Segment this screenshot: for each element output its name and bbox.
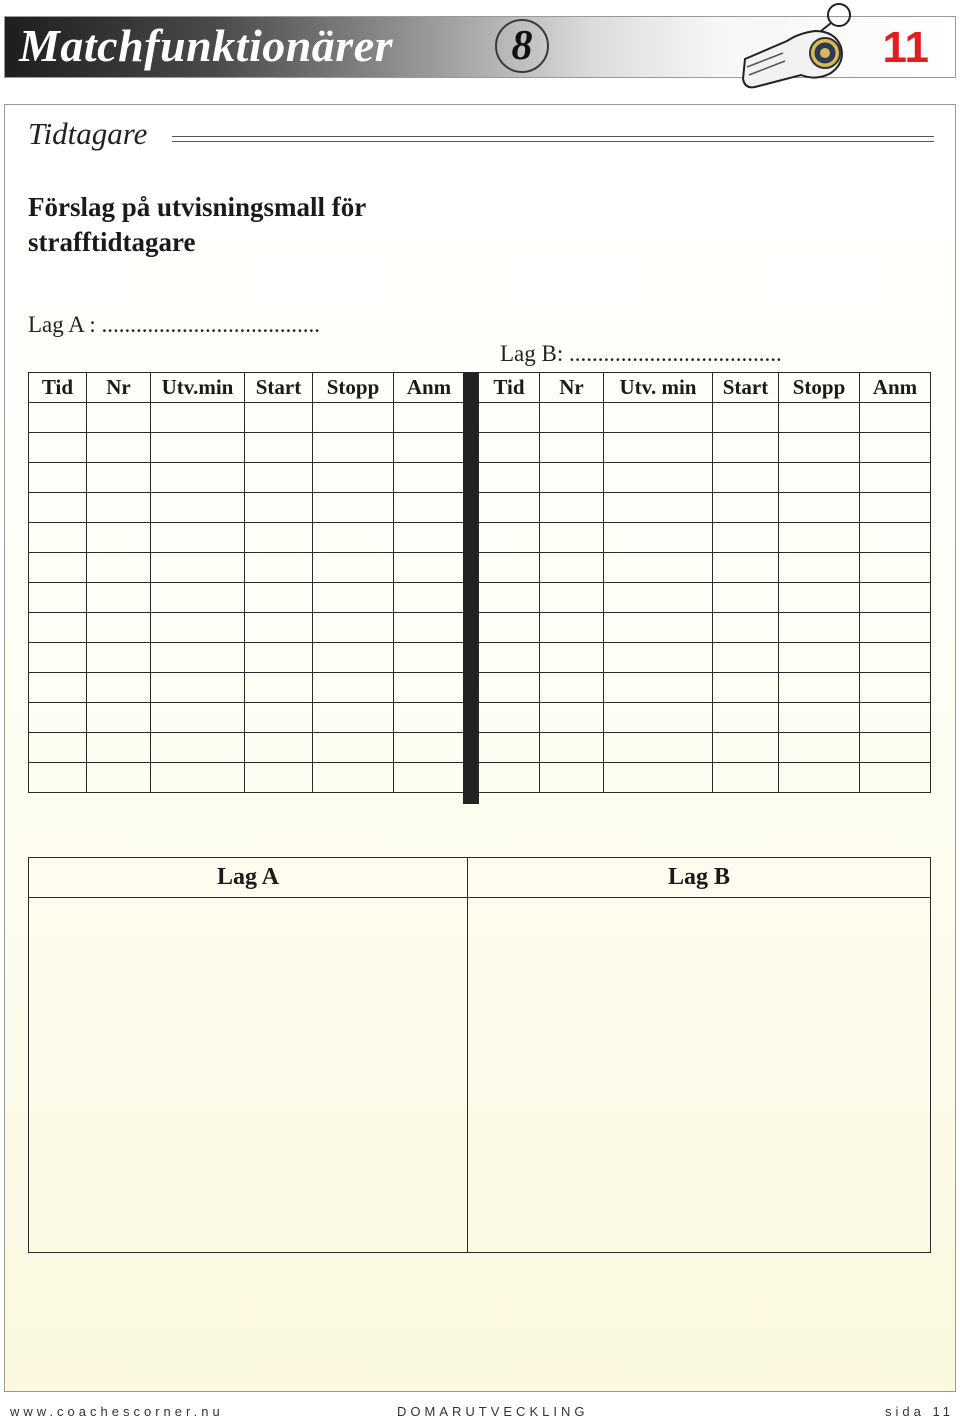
table-cell[interactable] [394,733,465,763]
table-cell[interactable] [479,733,540,763]
table-cell[interactable] [29,463,87,493]
table-row [479,763,931,793]
table-cell[interactable] [860,703,931,733]
table-cell[interactable] [87,703,151,733]
table-cell[interactable] [860,523,931,553]
table-cell[interactable] [87,523,151,553]
table-cell[interactable] [394,643,465,673]
table-cell[interactable] [604,673,713,703]
notes-table [28,857,931,1253]
table-cell[interactable] [151,763,245,793]
table-row [29,763,465,793]
table-cell[interactable] [394,493,465,523]
section-title: Tidtagare [28,116,148,151]
table-row [29,463,465,493]
table-cell[interactable] [713,523,779,553]
table-cell[interactable] [245,463,313,493]
table-cell[interactable] [779,493,860,523]
table-cell[interactable] [860,463,931,493]
table-cell[interactable] [245,403,313,433]
notes-cell-team-b[interactable] [468,898,931,1253]
table-row [29,403,465,433]
table-cell[interactable] [313,763,394,793]
table-cell[interactable] [713,703,779,733]
table-cell[interactable] [479,553,540,583]
table-cell[interactable] [540,613,604,643]
table-cell[interactable] [245,673,313,703]
notes-header-team-a: Lag A [29,858,468,898]
table-row [479,553,931,583]
table-cell[interactable] [29,403,87,433]
footer-website: www.coachescorner.nu [10,1404,224,1419]
table-row [29,523,465,553]
table-cell[interactable] [151,733,245,763]
column-header-utv-min: Utv.min [151,373,245,403]
table-cell[interactable] [604,763,713,793]
table-cell[interactable] [245,433,313,463]
table-cell[interactable] [860,733,931,763]
table-cell[interactable] [394,703,465,733]
table-row [29,583,465,613]
table-cell[interactable] [540,553,604,583]
table-cell[interactable] [313,733,394,763]
table-cell[interactable] [87,403,151,433]
table-cell[interactable] [151,703,245,733]
table-cell[interactable] [151,403,245,433]
title-rule [172,136,934,142]
table-row [29,433,465,463]
table-cell[interactable] [604,433,713,463]
table-cell[interactable] [245,553,313,583]
table-cell[interactable] [151,463,245,493]
footer-section: DOMARUTVECKLING [397,1404,589,1419]
table-cell[interactable] [394,583,465,613]
table-cell[interactable] [29,673,87,703]
table-row [479,733,931,763]
table-cell[interactable] [313,553,394,583]
table-cell[interactable] [394,613,465,643]
table-cell[interactable] [540,433,604,463]
table-row [29,553,465,583]
table-cell[interactable] [313,433,394,463]
table-cell[interactable] [779,703,860,733]
column-header-anm: Anm [860,373,931,403]
table-cell[interactable] [713,643,779,673]
table-cell[interactable] [604,403,713,433]
table-cell[interactable] [779,463,860,493]
table-cell[interactable] [479,523,540,553]
table-cell[interactable] [713,673,779,703]
column-header-start: Start [713,373,779,403]
table-cell[interactable] [245,493,313,523]
column-header-stopp: Stopp [779,373,860,403]
table-cell[interactable] [860,493,931,523]
table-cell[interactable] [540,493,604,523]
table-cell[interactable] [860,553,931,583]
table-row [29,613,465,643]
table-cell[interactable] [29,703,87,733]
table-row [479,403,931,433]
table-cell[interactable] [604,643,713,673]
notes-row [29,898,931,1253]
table-cell[interactable] [87,493,151,523]
table-cell[interactable] [604,523,713,553]
table-row [479,583,931,613]
table-cell[interactable] [479,403,540,433]
table-cell[interactable] [779,583,860,613]
table-cell[interactable] [245,763,313,793]
table-cell[interactable] [151,613,245,643]
table-cell[interactable] [479,703,540,733]
table-cell[interactable] [87,463,151,493]
table-cell[interactable] [87,763,151,793]
table-cell[interactable] [860,433,931,463]
table-cell[interactable] [860,763,931,793]
team-b-name-field[interactable]: Lag B: ..................................... [500,341,782,366]
column-header-tid: Tid [29,373,87,403]
table-cell[interactable] [29,763,87,793]
table-cell[interactable] [151,433,245,463]
table-cell[interactable] [713,493,779,523]
table-row [479,673,931,703]
table-cell[interactable] [779,733,860,763]
table-row [29,703,465,733]
table-cell[interactable] [151,493,245,523]
team-a-penalty-grid [28,372,465,793]
table-cell[interactable] [313,493,394,523]
notes-cell-team-a[interactable] [29,898,468,1253]
table-cell[interactable] [313,643,394,673]
table-cell[interactable] [604,493,713,523]
column-header-nr: Nr [540,373,604,403]
table-cell[interactable] [604,553,713,583]
table-cell[interactable] [860,673,931,703]
table-cell[interactable] [713,463,779,493]
whistle-icon [737,1,855,93]
table-cell[interactable] [394,403,465,433]
table-cell[interactable] [779,553,860,583]
table-cell[interactable] [479,583,540,613]
table-row [479,613,931,643]
table-cell[interactable] [540,733,604,763]
table-cell[interactable] [245,523,313,553]
table-cell[interactable] [29,643,87,673]
table-cell[interactable] [151,523,245,553]
table-cell[interactable] [313,613,394,643]
table-cell[interactable] [860,643,931,673]
table-cell[interactable] [313,463,394,493]
table-cell[interactable] [151,643,245,673]
table-cell[interactable] [29,493,87,523]
table-cell[interactable] [779,433,860,463]
column-header-tid: Tid [479,373,540,403]
column-header-anm: Anm [394,373,465,403]
notes-header-row [29,858,931,898]
header-banner [4,16,956,78]
table-cell[interactable] [860,403,931,433]
table-cell[interactable] [860,583,931,613]
table-cell[interactable] [479,643,540,673]
table-cell[interactable] [87,433,151,463]
table-cell[interactable] [29,553,87,583]
table-cell[interactable] [779,523,860,553]
table-cell[interactable] [245,613,313,643]
table-cell[interactable] [540,763,604,793]
table-cell[interactable] [29,523,87,553]
table-cell[interactable] [604,703,713,733]
table-cell[interactable] [540,643,604,673]
team-b-grid-body [479,403,931,793]
table-cell[interactable] [540,673,604,703]
table-row [479,523,931,553]
page-number-badge: 11 [882,23,929,72]
table-cell[interactable] [540,583,604,613]
table-cell[interactable] [29,433,87,463]
team-a-name-field[interactable]: Lag A : ...................................... [28,312,320,337]
table-row [479,703,931,733]
column-header-utv-min: Utv. min [604,373,713,403]
table-cell[interactable] [604,583,713,613]
column-header-nr: Nr [87,373,151,403]
table-cell[interactable] [313,673,394,703]
table-row [479,643,931,673]
table-cell[interactable] [151,583,245,613]
table-cell[interactable] [479,673,540,703]
table-row [29,673,465,703]
table-cell[interactable] [779,763,860,793]
table-cell[interactable] [29,613,87,643]
table-cell[interactable] [87,553,151,583]
table-cell[interactable] [29,733,87,763]
table-cell[interactable] [713,763,779,793]
table-cell[interactable] [540,463,604,493]
table-cell[interactable] [151,673,245,703]
team-a-grid-body [29,403,465,793]
table-cell[interactable] [713,613,779,643]
table-cell[interactable] [779,673,860,703]
table-cell[interactable] [313,583,394,613]
table-cell[interactable] [860,613,931,643]
table-cell[interactable] [713,583,779,613]
table-cell[interactable] [87,583,151,613]
table-cell[interactable] [604,463,713,493]
table-row [479,433,931,463]
table-cell[interactable] [479,613,540,643]
chapter-number: 8 [495,19,549,73]
table-cell[interactable] [313,703,394,733]
table-cell[interactable] [713,553,779,583]
table-cell[interactable] [394,433,465,463]
table-cell[interactable] [604,613,713,643]
table-cell[interactable] [479,433,540,463]
table-cell[interactable] [87,613,151,643]
grid-header-row [479,373,931,403]
team-b-penalty-grid [478,372,931,793]
table-row [479,493,931,523]
table-cell[interactable] [394,463,465,493]
grid-header-row [29,373,465,403]
table-cell[interactable] [87,673,151,703]
table-row [29,733,465,763]
table-cell[interactable] [394,763,465,793]
table-cell[interactable] [540,703,604,733]
grid-divider [463,372,479,804]
column-header-stopp: Stopp [313,373,394,403]
table-cell[interactable] [313,403,394,433]
table-cell[interactable] [479,493,540,523]
banner-title: Matchfunktionärer [19,20,394,71]
table-row [29,493,465,523]
table-cell[interactable] [245,583,313,613]
table-cell[interactable] [540,403,604,433]
table-cell[interactable] [394,553,465,583]
footer-page: sida 11 [885,1404,954,1419]
table-cell[interactable] [779,403,860,433]
table-cell[interactable] [87,733,151,763]
table-cell[interactable] [540,523,604,553]
table-cell[interactable] [604,733,713,763]
page-heading: Förslag på utvisningsmall för strafftidtagare [28,192,366,257]
notes-header-team-b: Lag B [468,858,931,898]
table-cell[interactable] [245,733,313,763]
table-cell[interactable] [479,463,540,493]
column-header-start: Start [245,373,313,403]
table-cell[interactable] [713,433,779,463]
table-cell[interactable] [479,763,540,793]
table-cell[interactable] [779,643,860,673]
table-cell[interactable] [779,613,860,643]
table-cell[interactable] [713,403,779,433]
table-cell[interactable] [394,673,465,703]
table-row [479,463,931,493]
table-cell[interactable] [29,583,87,613]
table-cell[interactable] [245,643,313,673]
table-cell[interactable] [151,553,245,583]
table-cell[interactable] [713,733,779,763]
table-cell[interactable] [245,703,313,733]
table-row [29,643,465,673]
table-cell[interactable] [394,523,465,553]
table-cell[interactable] [313,523,394,553]
table-cell[interactable] [87,643,151,673]
